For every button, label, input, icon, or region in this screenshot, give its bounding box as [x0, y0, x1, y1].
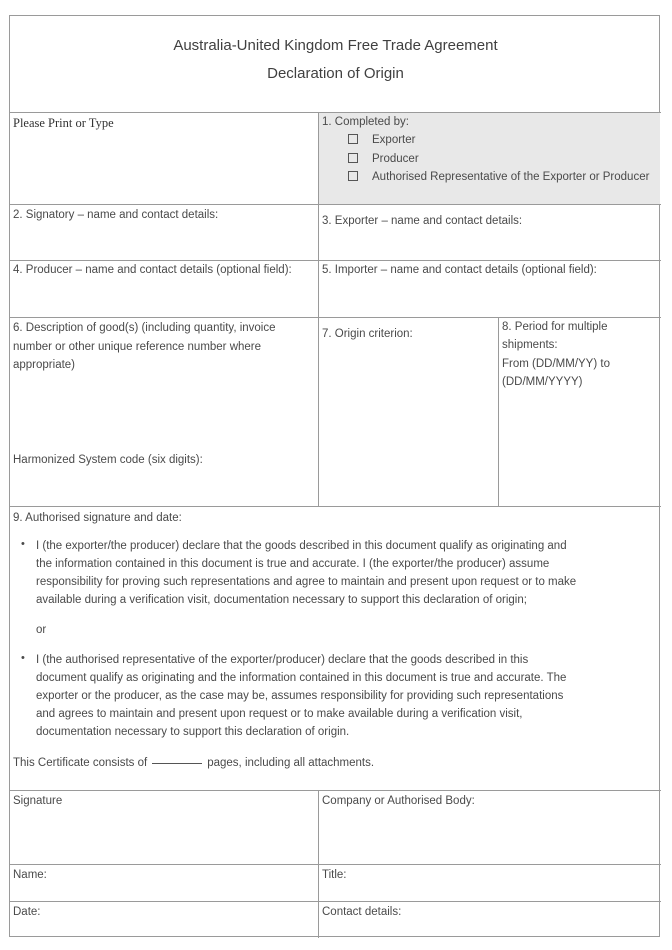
period-line: 8. Period for multiple: [502, 321, 608, 333]
pages-count-blank[interactable]: [152, 763, 202, 764]
date-label: Date:: [13, 906, 41, 918]
signature-label: Signature: [13, 795, 63, 807]
declaration-bullet-2-line: exporter or the producer, as the case may be, assumes responsibility for providing such representations: [36, 690, 564, 702]
origin-criterion-label: 7. Origin criterion:: [322, 328, 413, 340]
option-authorised-representative-label: Authorised Representative of the Exporter or Producer: [372, 171, 650, 183]
pages-statement: [13, 754, 374, 772]
declaration-bullet-2-line: documentation necessary to support this declaration of origin.: [36, 726, 350, 738]
period-line: (DD/MM/YYYY): [502, 376, 583, 388]
declaration-bullet-1-line: the information contained in this document is true and accurate. I (the exporter/the producer) assume: [36, 558, 550, 570]
signatory-label: 2. Signatory – name and contact details:: [13, 209, 219, 221]
title-label: Title:: [322, 869, 347, 881]
bullet-marker: •: [21, 652, 25, 664]
option-producer-label: Producer: [372, 153, 419, 165]
declaration-bullet-2-line: I (the authorised representative of the exporter/producer) declare that the goods described in this: [36, 654, 529, 666]
declaration-label: 9. Authorised signature and date:: [13, 512, 182, 524]
description-line: number or other unique reference number where: [13, 341, 262, 353]
name-label: Name:: [13, 869, 47, 881]
divider: [10, 204, 661, 205]
checkbox-producer[interactable]: [348, 153, 358, 163]
declaration-bullet-1-line: responsibility for proving such representations and agree to maintain and present upon request or to make: [36, 576, 577, 588]
option-authorised-representative[interactable]: [348, 168, 649, 186]
declaration-bullet-2-line: and agrees to maintain and present upon request or to make available during a verification visit,: [36, 708, 523, 720]
description-line: appropriate): [13, 359, 76, 371]
print-note: Please Print or Type: [13, 116, 114, 130]
completed-by-label: 1. Completed by:: [322, 116, 409, 128]
checkbox-authorised-representative[interactable]: [348, 171, 358, 181]
divider: [10, 864, 661, 865]
pages-statement-before: This Certificate consists of: [13, 757, 148, 769]
pages-statement-after: pages, including all attachments.: [207, 757, 375, 769]
period-line: From (DD/MM/YY) to: [502, 358, 610, 370]
divider: [318, 112, 319, 506]
divider: [498, 317, 499, 506]
option-exporter-label: Exporter: [372, 134, 416, 146]
producer-label: 4. Producer – name and contact details (optional field):: [13, 264, 292, 276]
description-line: 6. Description of good(s) (including quantity, invoice: [13, 322, 276, 334]
declaration-bullet-1-line: available during a verification visit, documentation necessary to support this declaration of origin;: [36, 594, 527, 606]
form-subtitle: Declaration of Origin: [267, 65, 404, 82]
period-line: shipments:: [502, 339, 558, 351]
contact-label: Contact details:: [322, 906, 402, 918]
option-exporter[interactable]: [348, 131, 415, 149]
declaration-bullet-2-line: document qualify as originating and the information contained in this document is true and accurate. The: [36, 672, 567, 684]
declaration-of-origin-form: [9, 15, 660, 937]
option-producer[interactable]: [348, 150, 419, 168]
exporter-label: 3. Exporter – name and contact details:: [322, 215, 523, 227]
divider: [10, 506, 661, 507]
or-text: or: [36, 624, 47, 636]
divider: [10, 790, 661, 791]
divider: [318, 790, 319, 938]
importer-label: 5. Importer – name and contact details (optional field):: [322, 264, 597, 276]
declaration-bullet-1-line: I (the exporter/the producer) declare that the goods described in this document qualify as originating and: [36, 540, 567, 552]
form-title: Australia-United Kingdom Free Trade Agreement: [173, 37, 498, 54]
company-label: Company or Authorised Body:: [322, 795, 475, 807]
hs-code-label: Harmonized System code (six digits):: [13, 454, 203, 466]
bullet-marker: •: [21, 538, 25, 550]
checkbox-exporter[interactable]: [348, 134, 358, 144]
divider: [10, 901, 661, 902]
